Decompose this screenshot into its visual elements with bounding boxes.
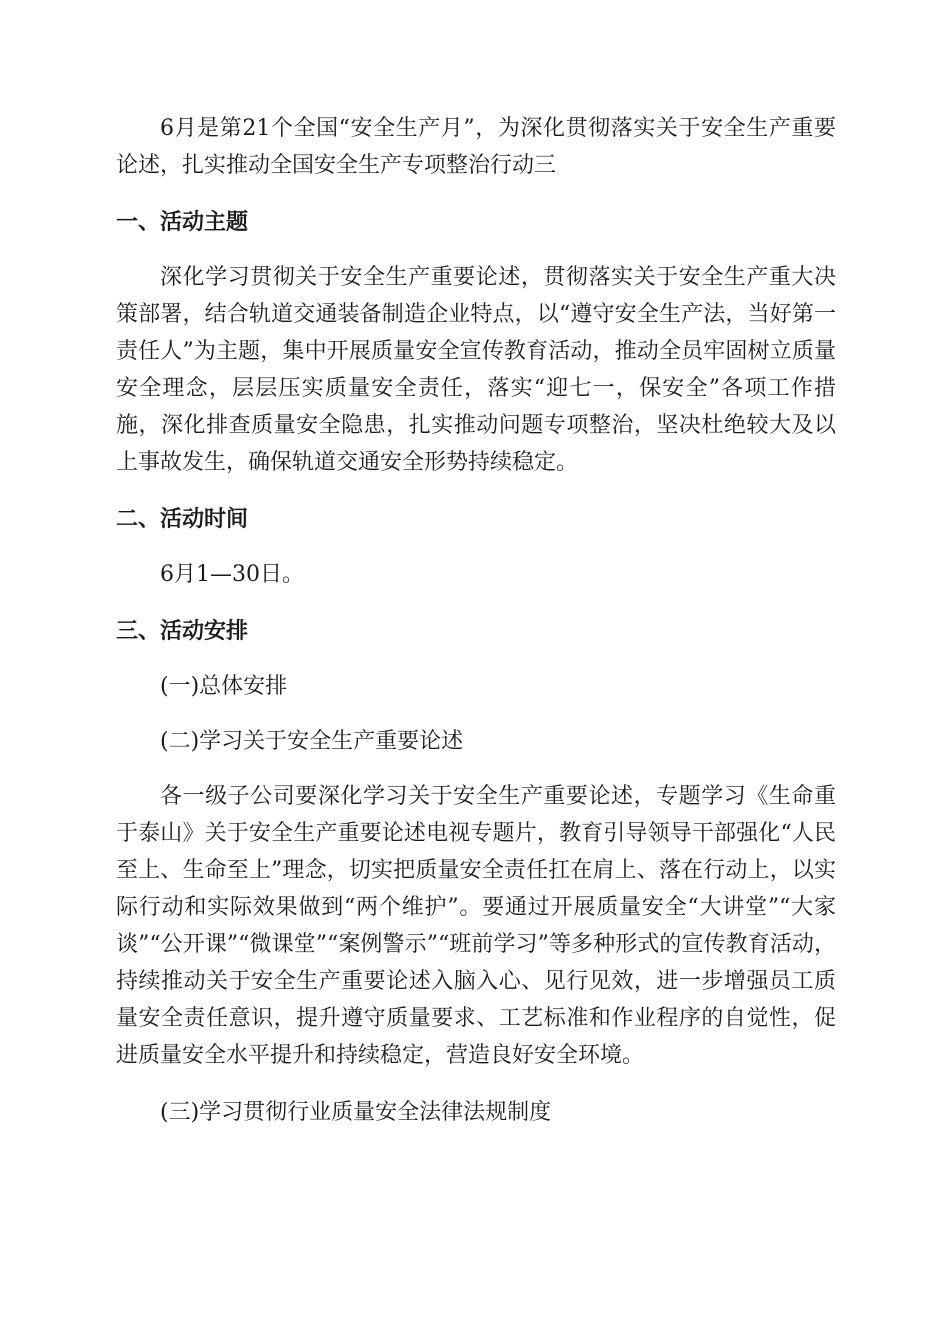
- section-heading-time: 二、活动时间: [116, 507, 249, 532]
- subheading-overall: (一)总体安排: [160, 674, 288, 699]
- document-page: [116, 110, 836, 1304]
- time-paragraph: 6月1—30日。: [160, 562, 304, 587]
- subheading-regulations: (三)学习贯彻行业质量安全法律法规制度: [160, 1100, 552, 1125]
- theme-paragraph: 深化学习贯彻关于安全生产重要论述，贯彻落实关于安全生产重大决策部署，结合轨道交通装备制造企业特点，以“遵守安全生产法，当好第一责任人”为主题，集中开展质量安全宣传教育活动，推动全员牢固树立质量安全理念，层层压实质量安全责任，落实“迎七一，保安全”各项工作措施，深化排查质量安全隐患，扎实推动问题专项整治，坚决杜绝较大及以上事故发生，确保轨道交通安全形势持续稳定。: [116, 265, 836, 475]
- intro-paragraph: 6月是第21个全国“安全生产月”，为深化贯彻落实关于安全生产重要论述，扎实推动全国安全生产专项整治行动三: [116, 116, 836, 178]
- subheading-study: (二)学习关于安全生产重要论述: [160, 729, 464, 754]
- section-heading-arrangement: 三、活动安排: [116, 619, 249, 644]
- study-paragraph: 各一级子公司要深化学习关于安全生产重要论述，专题学习《生命重于泰山》关于安全生产重要论述电视专题片，教育引导领导干部强化“人民至上、生命至上”理念，切实把质量安全责任扛在肩上、落在行动上，以实际行动和实际效果做到“两个维护”。要通过开展质量安全“大讲堂”“大家谈”“公开课”“微课堂”“案例警示”“班前学习”等多种形式的宣传教育活动，持续推动关于安全生产重要论述入脑入心、见行见效，进一步增强员工质量安全责任意识，提升遵守质量要求、工艺标准和作业程序的自觉性，促进质量安全水平提升和持续稳定，营造良好安全环境。: [116, 784, 836, 1068]
- section-heading-theme: 一、活动主题: [116, 210, 249, 235]
